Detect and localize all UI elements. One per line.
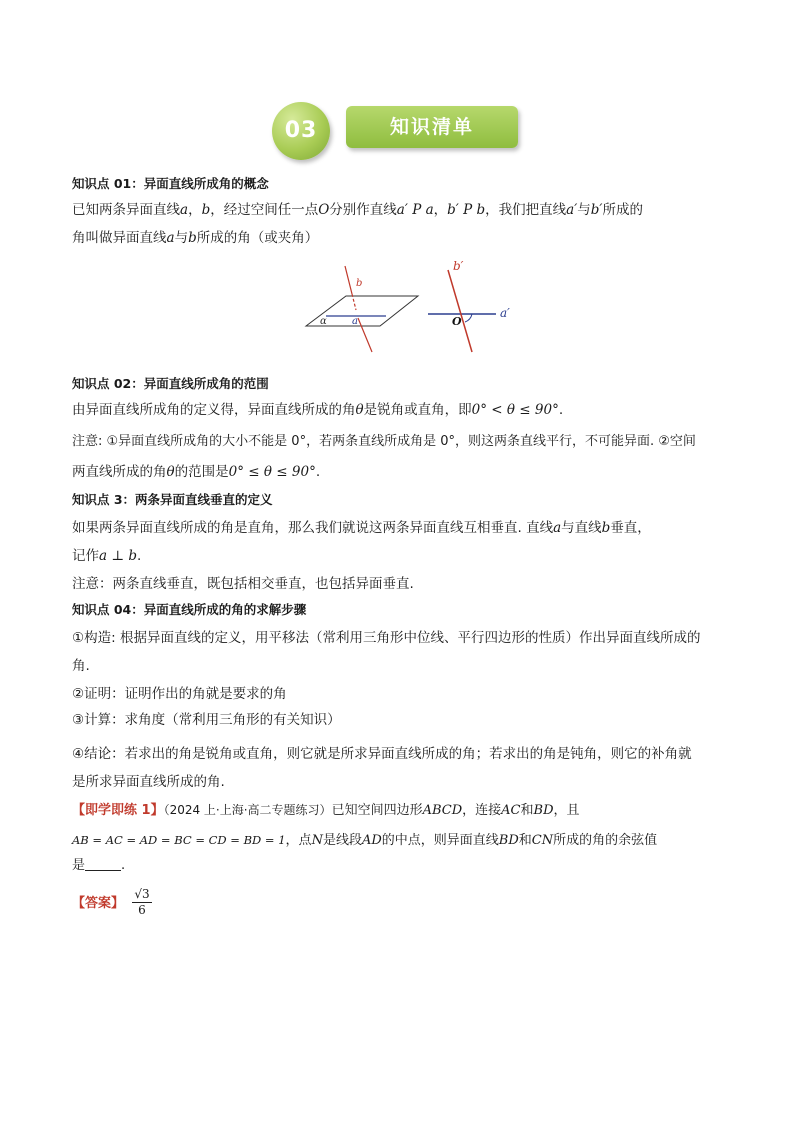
kp2-note-line2 <box>72 462 320 482</box>
angle-arc <box>465 314 472 322</box>
text: . <box>121 858 126 873</box>
math-var: b <box>601 520 611 536</box>
text: 所成的角的余弦值 <box>553 833 658 848</box>
math-var: a <box>180 202 189 218</box>
label-b: b <box>356 278 363 289</box>
answer-numerator: √3 <box>132 887 152 903</box>
text: 是 <box>72 858 86 873</box>
kp4-heading: 知识点 04：异面直线所成的角的求解步骤 <box>72 602 307 617</box>
kp4-step4-line2: 是所求异面直线所成的角. <box>72 774 225 790</box>
section-number: 03 <box>284 118 318 143</box>
text: 所成的角（或夹角） <box>196 230 319 246</box>
text: ， <box>433 202 448 218</box>
math-expr: 0° < θ ≤ 90° <box>471 402 559 418</box>
text: 的范围是 <box>174 464 229 480</box>
text: 角叫做异面直线 <box>72 230 167 246</box>
exercise-line1 <box>72 800 580 821</box>
text: 的中点，则异面直线 <box>381 833 499 848</box>
math-var: BD <box>498 833 519 848</box>
label-a: a <box>352 316 358 327</box>
math-var: N <box>311 833 323 848</box>
text: 是线段 <box>322 833 362 848</box>
math-var: a <box>553 520 562 536</box>
kp4-step3: ③计算：求角度（常利用三角形的有关知识） <box>72 712 341 728</box>
kp4-step1-line2: 角. <box>72 658 90 674</box>
text: 所成的 <box>602 202 643 218</box>
text: 与 <box>174 230 189 246</box>
exercise-label: 【即学即练 1】 <box>72 803 164 818</box>
text: . <box>315 464 321 480</box>
text: 和 <box>518 833 532 848</box>
text: 已知空间四边形 <box>331 803 423 818</box>
text: 已知两条异面直线 <box>72 202 180 218</box>
math-expr: b′ P b <box>447 202 486 218</box>
exercise-line2 <box>72 830 657 851</box>
math-var: AC <box>501 803 521 818</box>
kp3-heading: 知识点 3：两条异面直线垂直的定义 <box>72 492 273 507</box>
exercise-line3 <box>72 856 125 876</box>
text: . <box>136 548 142 564</box>
kp4-step4-line1: ④结论：若求出的角是锐角或直角，则它就是所求异面直线所成的角；若求出的角是钝角，则它的补角就 <box>72 746 692 762</box>
label-b-prime: b′ <box>453 259 464 273</box>
math-expr: AB = AC = AD = BC = CD = BD = 1 <box>72 833 286 847</box>
text: 两直线所成的角 <box>72 464 167 480</box>
math-var: b′ <box>590 202 603 218</box>
exercise-source: （2024 上·上海·高二专题练习） <box>163 803 332 817</box>
text: ，经过空间任一点 <box>210 202 319 218</box>
math-expr: a ⊥ b <box>99 548 137 564</box>
text: . <box>558 402 564 418</box>
math-var: BD <box>533 803 554 818</box>
math-var: CN <box>531 833 554 848</box>
answer-label: 【答案】 <box>72 896 125 911</box>
label-a-prime: a′ <box>500 306 510 320</box>
kp2-line1 <box>72 400 563 420</box>
text: ，点 <box>285 833 312 848</box>
line-b-lower <box>358 318 372 352</box>
text: 如果两条异面直线所成的角是直角，那么我们就说这两条异面直线互相垂直. 直线 <box>72 520 554 536</box>
line-b-prime <box>448 270 472 352</box>
kp2-note-line1: 注意: ①异面直线所成角的大小不能是 0°，若两条直线所成角是 0°，则这两条直线平行，不可能异面. ②空间 <box>72 434 696 449</box>
math-expr: 0° ≤ θ ≤ 90° <box>228 464 316 480</box>
kp1-text-line2 <box>72 228 318 248</box>
text: ，且 <box>553 803 580 818</box>
text: 与直线 <box>561 520 602 536</box>
text: 和 <box>520 803 534 818</box>
math-var: ABCD <box>422 803 463 818</box>
kp1-heading: 知识点 01：异面直线所成角的概念 <box>72 176 269 191</box>
math-var: a <box>166 230 175 246</box>
kp4-step2: ②证明：证明作出的角就是要求的角 <box>72 686 287 702</box>
answer-fraction <box>132 887 152 918</box>
text: 记作 <box>72 548 99 564</box>
text: ，连接 <box>462 803 502 818</box>
kp3-note: 注意：两条直线垂直，既包括相交垂直，也包括异面垂直. <box>72 576 414 592</box>
kp3-line1 <box>72 518 651 538</box>
answer-blank <box>85 856 121 871</box>
math-var: b <box>188 230 197 246</box>
text: ，我们把直线 <box>485 202 567 218</box>
label-alpha: α <box>320 316 327 327</box>
math-var: b <box>201 202 211 218</box>
kp3-line2 <box>72 546 141 566</box>
kp1-text-line1 <box>72 200 643 220</box>
text: 与 <box>577 202 591 218</box>
section-header <box>270 98 530 162</box>
text: ， <box>188 202 202 218</box>
text: 由异面直线所成角的定义得，异面直线所成的角 <box>72 402 356 418</box>
text: 是锐角或直角，即 <box>363 402 472 418</box>
math-var: θ <box>355 402 364 418</box>
text: 分别作直线 <box>329 202 397 218</box>
line-b-upper <box>345 266 352 294</box>
kp4-step1-line1: ①构造: 根据异面直线的定义，用平移法（常利用三角形中位线、平行四边形的性质）作出异面直线所成的 <box>72 630 701 646</box>
text: 垂直， <box>610 520 651 536</box>
kp2-heading: 知识点 02：异面直线所成角的范围 <box>72 376 269 391</box>
math-var: O <box>318 202 330 218</box>
math-var: θ <box>166 464 175 480</box>
math-expr: a′ P a <box>396 202 434 218</box>
skew-lines-figure <box>300 258 530 358</box>
math-var: a′ <box>566 202 578 218</box>
answer-denominator: 6 <box>138 903 146 917</box>
math-var: AD <box>361 833 382 848</box>
label-O: O <box>452 315 462 328</box>
section-title: 知识清单 <box>389 116 474 138</box>
